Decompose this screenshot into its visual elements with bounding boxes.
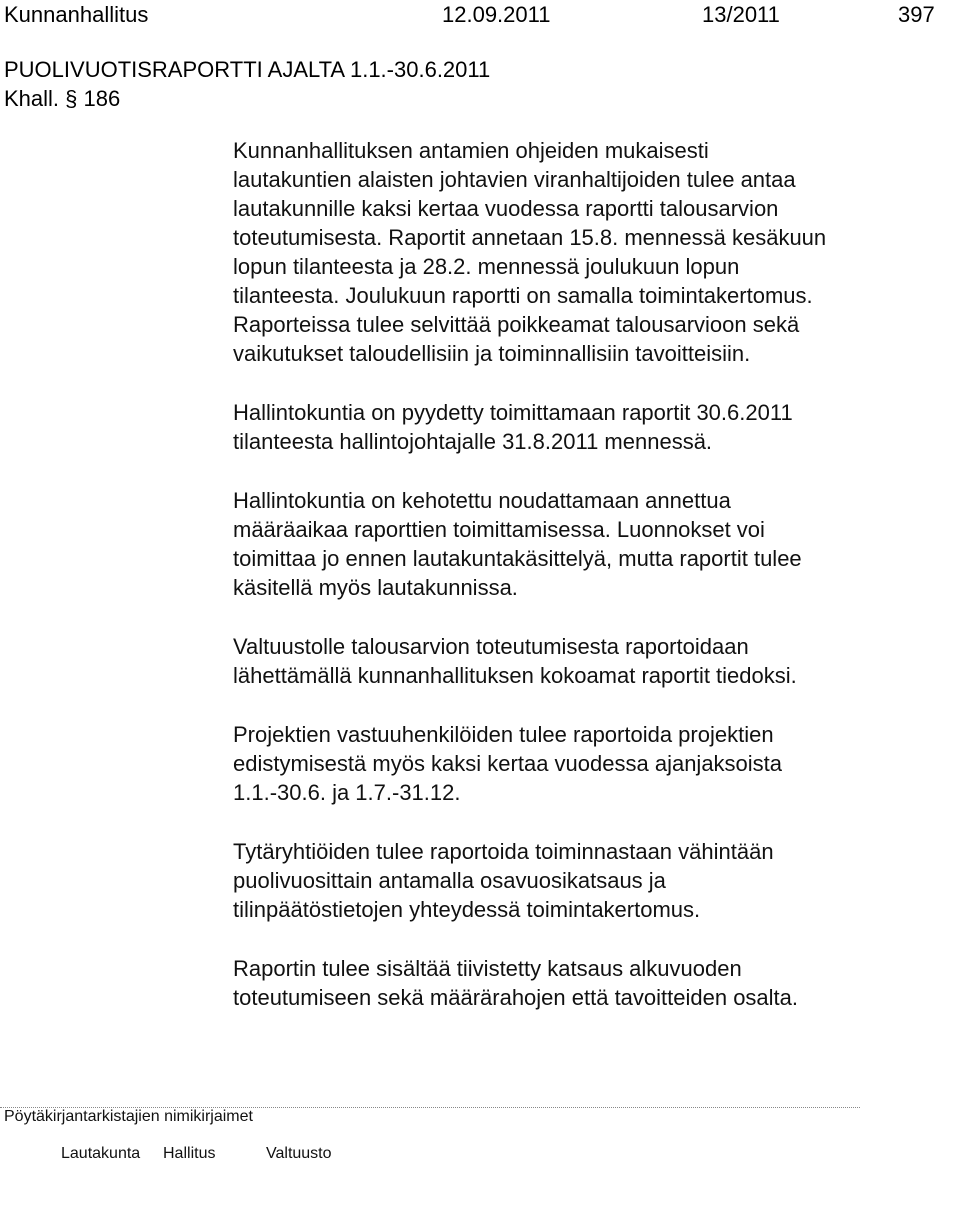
paragraph-project-reporting: Projektien vastuuhenkilöiden tulee raportoida projektien edistymisestä myös kaksi kertaa vuodessa ajanjaksoista 1.1.-30.6. ja 1.7.-31.12.	[233, 722, 783, 805]
paragraph-subsidiary-reporting: Tytäryhtiöiden tulee raportoida toiminnastaan vähintään puolivuosittain antamalla osavuosikatsaus ja tilinpäätöstietojen yhteydessä toimintakertomus.	[233, 839, 774, 922]
paragraph-reporting-instructions: Kunnanhallituksen antamien ohjeiden mukaisesti lautakuntien alaisten johtavien viranhaltijoiden tulee antaa lautakunnille kaksi kertaa vuodessa raportti talousarvion toteutumisesta. Raportit annetaan 15.8. mennessä kesäkuun lopun tilanteesta ja 28.2. mennessä joulukuun lopun tilanteesta. Joulukuun raportti on samalla toimintakertomus. Raporteissa tulee selvittää poikkeamat talousarvioon sekä vaikutukset taloudellisiin ja toiminnallisiin tavoitteisiin.	[233, 138, 827, 366]
organization-name: Kunnanhallitus	[4, 2, 149, 27]
meeting-date: 12.09.2011	[442, 2, 551, 27]
paragraph-submission-deadline: Hallintokuntia on pyydetty toimittamaan raportit 30.6.2011 tilanteesta hallintojohtajalle 31.8.2011 mennessä.	[233, 400, 793, 454]
signature-column-valtuusto: Valtuusto	[266, 1145, 332, 1162]
document-body	[233, 136, 943, 1042]
document-number: 13/2011	[702, 2, 780, 27]
paragraph-report-contents: Raportin tulee sisältää tiivistetty katsaus alkuvuoden toteutumiseen sekä määrärahojen että tavoitteiden osalta.	[233, 956, 799, 1010]
signature-label: Pöytäkirjantarkistajien nimikirjaimet	[4, 1108, 253, 1125]
paragraph-council-reporting: Valtuustolle talousarvion toteutumisesta raportoidaan lähettämällä kunnanhallituksen kokoamat raportit tiedoksi.	[233, 634, 797, 688]
report-title: PUOLIVUOTISRAPORTTI AJALTA 1.1.-30.6.2011	[4, 57, 491, 82]
paragraph-deadline-compliance: Hallintokuntia on kehotettu noudattamaan annettua määräaikaa raporttien toimittamisessa. Luonnokset voi toimittaa jo ennen lautakuntakäsittelyä, mutta raportit tulee käsitellä myös lautakunnissa.	[233, 488, 802, 600]
signature-column-lautakunta: Lautakunta	[61, 1145, 141, 1162]
page-number: 397	[898, 2, 935, 27]
section-reference: Khall. § 186	[4, 86, 121, 111]
signature-column-hallitus: Hallitus	[163, 1145, 216, 1162]
